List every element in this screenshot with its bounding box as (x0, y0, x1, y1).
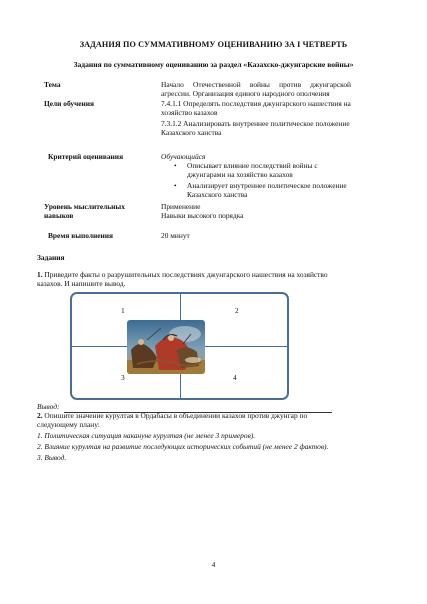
page-number: 4 (211, 560, 216, 569)
topic-label: Тема (44, 80, 61, 89)
criteria-2-line-1: Анализирует внутреннее политическое положение (187, 181, 347, 190)
goal-1-line-1: 7.4.1.1 Определять последствия джунгарского нашествия на (161, 99, 351, 108)
grid-cell-4-label: 4 (233, 373, 237, 382)
criteria-1-line-2: джунгарами на хозяйство казахов (187, 170, 293, 179)
question-1-text-1: Приведите факты о разрушительных последствиях джунгарского нашествия на хозяйство (42, 270, 328, 279)
tasks-heading: Задания (37, 253, 65, 262)
battle-painting (127, 320, 205, 374)
goal-2-line-1: 7.3.1.2 Анализировать внутреннее политическое положение (161, 119, 350, 128)
goals-label: Цели обучения (44, 99, 95, 108)
section-subtitle: Задания по суммативному оцениванию за раздел «Казахско-джунгарские войны» (73, 60, 354, 69)
question-1-line-1 (37, 270, 328, 279)
topic-line-2: агрессии. Организация единого народного ополчения (161, 89, 330, 98)
question-2-line-1 (37, 411, 307, 420)
criteria-bullet-2 (187, 181, 347, 190)
grid-cell-1-label: 1 (121, 306, 125, 315)
goal-1-line-2: хозяйство казахов (161, 108, 218, 117)
plan-item-2: 2. Влияние курултая на развитие последующих исторических событий (не менее 2 фактов). (37, 442, 329, 451)
criteria-label: Критерий оценивания (48, 152, 124, 161)
level-line-2: Навыки высокого порядка (161, 211, 244, 220)
criteria-2-line-2: Казахского ханства (187, 190, 248, 199)
grid-cell-3-label: 3 (121, 373, 125, 382)
level-label-line-2: навыков (44, 211, 74, 220)
question-1-number: 1. (37, 270, 43, 279)
time-label: Время выполнения (48, 231, 114, 240)
level-line-1: Применение (161, 202, 201, 211)
criteria-1-line-1: Описывает влияние последствий войны с (187, 161, 318, 170)
question-2-line-2: следующему плану: (37, 420, 100, 429)
question-2-number: 2. (37, 411, 43, 420)
vyvod-label: Вывод: (37, 402, 60, 411)
criteria-bullet-1 (187, 161, 318, 170)
topic-line-1: Начало Отечественной войны против джунгарской (161, 80, 351, 89)
plan-item-1: 1. Политическая ситуация накануне курултая (не менее 3 примеров). (37, 431, 256, 440)
plan-item-3: 3. Вывод. (37, 453, 67, 462)
question-1-line-2: казахов. И напишите вывод. (37, 279, 126, 288)
grid-cell-2-label: 2 (235, 306, 239, 315)
question-2-text-1: Опишите значение курултая в Ордабасы в объединении казахов против джунгар по (42, 411, 308, 420)
level-label-line-1: Уровень мыслительных (44, 202, 125, 211)
battle-painting-svg (127, 320, 205, 374)
criteria-intro: Обучающийся (161, 152, 206, 161)
page-title: ЗАДАНИЯ ПО СУММАТИВНОМУ ОЦЕНИВАНИЮ ЗА I ЧЕТВЕРТЬ (79, 40, 348, 49)
time-value: 20 минут (161, 231, 190, 240)
goal-2-line-2: Казахского ханства (161, 128, 222, 137)
